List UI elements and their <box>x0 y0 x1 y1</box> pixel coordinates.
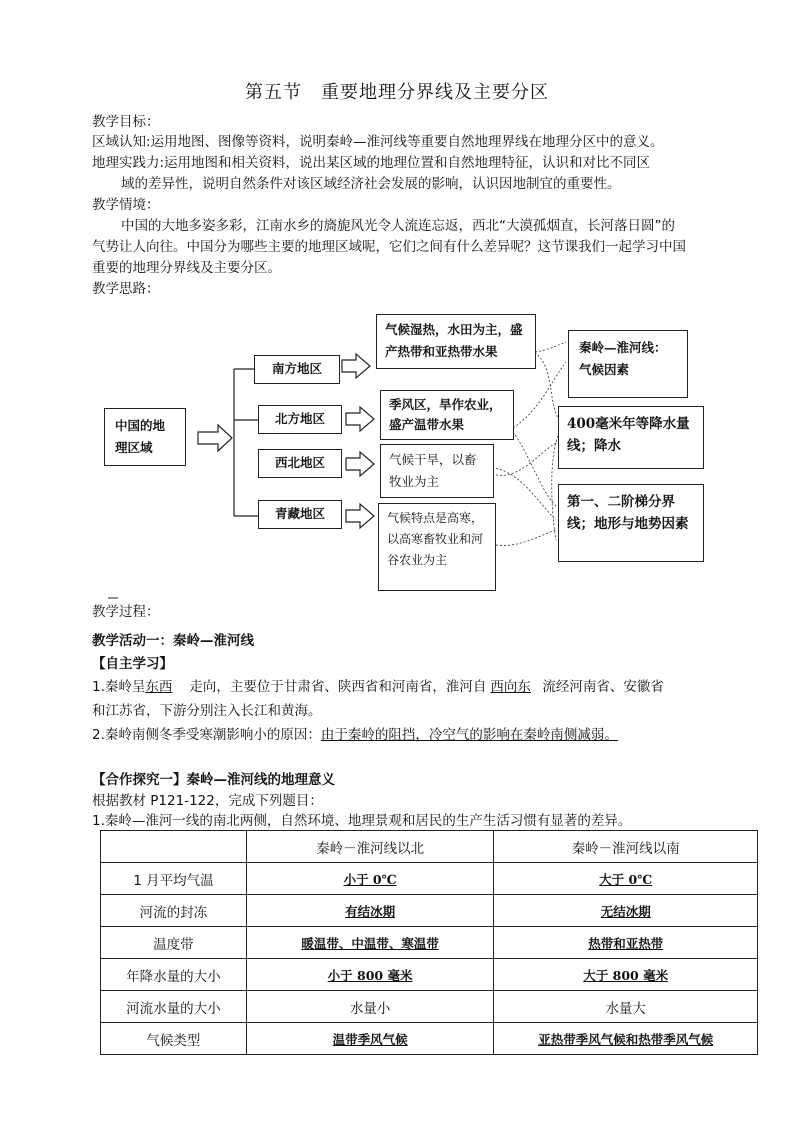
situation-line-3: 重要的地理分界线及主要分区。 <box>92 260 281 276</box>
coop-line-2: 1.秦岭—淮河一线的南北两侧，自然环境、地理景观和居民的生产生活习惯有显著的差异。 <box>92 813 632 829</box>
table-header-cell: 秦岭－淮河线以南 <box>494 831 758 863</box>
line-box-qinling: 秦岭—淮河线：气候因素 <box>568 330 688 398</box>
row-label: 气候类型 <box>101 1023 247 1055</box>
arrow-south <box>342 354 370 378</box>
cell-south: 亚热带季风气候和热带季风气候 <box>494 1023 758 1055</box>
link-south-line400 <box>535 352 558 418</box>
cell-south: 水量大 <box>494 991 758 1023</box>
activity1-heading: 教学活动一：秦岭—淮河线 <box>92 633 254 649</box>
goals-heading: 教学目标： <box>92 114 160 130</box>
process-heading: 教学过程： <box>92 604 160 620</box>
feature-box-north: 季风区，旱作农业，盛产温带水果 <box>380 390 514 440</box>
comparison-table <box>100 830 758 1055</box>
question-1-line-2: 和江苏省，下游分别注入长江和黄海。 <box>92 703 322 719</box>
cell-south: 大于 0℃ <box>494 863 758 895</box>
arrow-qingzang <box>346 504 374 528</box>
line-box-400mm: 400毫米年等降水量线；降水 <box>558 406 704 469</box>
cell-north: 温带季风气候 <box>246 1023 494 1055</box>
goals-line-3: 域的差异性，说明自然条件对该区域经济社会发展的影响，认识因地制宜的重要性。 <box>121 176 621 192</box>
cell-south: 热带和亚热带 <box>494 927 758 959</box>
region-box-north: 北方地区 <box>258 405 342 434</box>
goals-line-1: 区域认知:运用地图、图像等资料，说明秦岭—淮河线等重要自然地理界线在地理分区中的意义。 <box>92 134 664 150</box>
question-1-line-1: 1.秦岭呈东西 走向，主要位于甘肃省、陕西省和河南省，淮河自 西向东 流经河南省、安徽省 <box>92 679 664 695</box>
cell-south: 无结冰期 <box>494 895 758 927</box>
table-header-row <box>101 831 758 863</box>
table-row <box>101 991 758 1023</box>
cell-north: 暖温带、中温带、寒温带 <box>246 927 494 959</box>
cell-north: 小于 800 毫米 <box>246 959 494 991</box>
region-box-south: 南方地区 <box>254 355 340 384</box>
coop-line-1: 根据教材 P121-122，完成下列题目： <box>92 793 323 809</box>
feature-box-qingzang: 气候特点是高寒，以高寒畜牧业和河谷农业为主 <box>378 503 496 591</box>
table-header-cell: 秦岭－淮河线以北 <box>246 831 494 863</box>
situation-line-2: 气势让人向往。中国分为哪些主要的地理区域呢，它们之间有什么差异呢？这节课我们一起学习中国 <box>92 239 686 255</box>
answer-blank-3: 由于秦岭的阻挡，冷空气的影响在秦岭南侧减弱。 <box>320 727 618 743</box>
link-qingzang-ladder <box>496 530 556 545</box>
feature-box-northwest: 气候干旱，以畜牧业为主 <box>380 444 494 498</box>
cell-south: 大于 800 毫米 <box>494 959 758 991</box>
root-arrow <box>198 425 232 451</box>
feature-box-south: 气候湿热，水田为主，盛产热带和亚热带水果 <box>376 314 536 369</box>
table-row <box>101 863 758 895</box>
approach-heading: 教学思路： <box>92 281 160 297</box>
self-study-heading: 【自主学习】 <box>92 656 173 672</box>
row-label: 温度带 <box>101 927 247 959</box>
row-label: 河流水量的大小 <box>101 991 247 1023</box>
situation-line-1: 中国的大地多姿多彩，江南水乡的旖旎风光令人流连忘返，西北“大漠孤烟直，长河落日圆”的 <box>121 218 675 234</box>
table-row <box>101 959 758 991</box>
root-box: 中国的地理区域 <box>104 408 186 466</box>
question-2: 2.秦岭南侧冬季受寒潮影响小的原因：由于秦岭的阻挡，冷空气的影响在秦岭南侧减弱。 <box>92 727 618 743</box>
link-northwest-line400 <box>492 442 558 475</box>
arrow-northwest <box>346 452 374 476</box>
link-south-qinling <box>535 342 566 352</box>
line-box-ladder: 第一、二阶梯分界线；地形与地势因素 <box>558 484 704 562</box>
answer-blank-2: 西向东 <box>490 679 531 695</box>
table-row <box>101 927 758 959</box>
table-row <box>101 895 758 927</box>
answer-blank-1: 东西 <box>145 679 173 695</box>
row-label: 1 月平均气温 <box>101 863 247 895</box>
table-row <box>101 1023 758 1055</box>
coop-heading: 【合作探究一】秦岭—淮河线的地理意义 <box>92 772 335 788</box>
cell-north: 有结冰期 <box>246 895 494 927</box>
cell-north: 水量小 <box>246 991 494 1023</box>
region-box-northwest: 西北地区 <box>258 449 342 478</box>
link-northwest-ladder <box>492 468 556 520</box>
cell-north: 小于 0℃ <box>246 863 494 895</box>
row-label: 河流的封冻 <box>101 895 247 927</box>
page-title: 第五节 重要地理分界线及主要分区 <box>245 82 549 103</box>
goals-line-2: 地理实践力:运用地图和相关资料，说出某区域的地理位置和自然地理特征，认识和对比不同区 <box>92 155 651 171</box>
arrow-north <box>346 407 374 431</box>
table-header-cell <box>101 831 247 863</box>
situation-heading: 教学情境： <box>92 197 160 213</box>
link-north-ladder <box>513 432 556 506</box>
region-box-qingzang: 青藏地区 <box>258 500 342 529</box>
row-label: 年降水量的大小 <box>101 959 247 991</box>
